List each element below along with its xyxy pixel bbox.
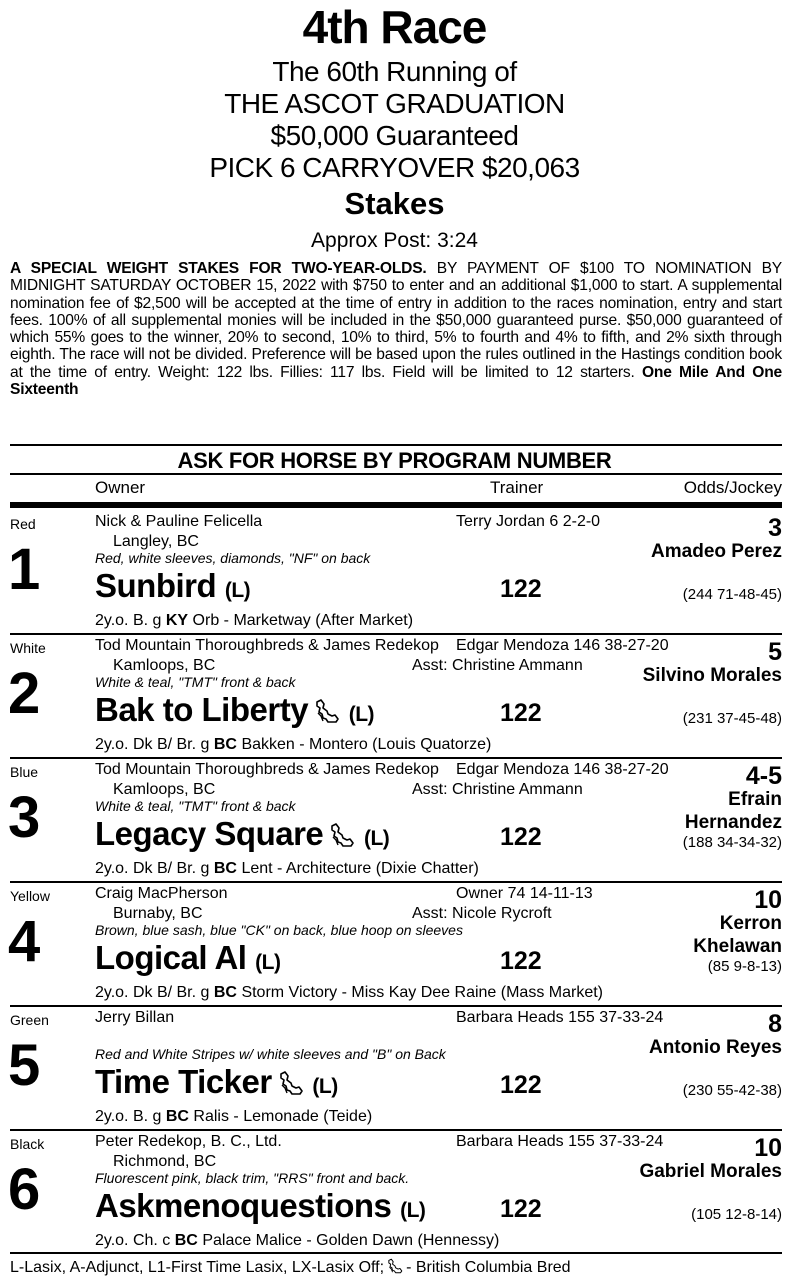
horse-name-line [95, 566, 250, 611]
silks-description: Red, white sleeves, diamonds, "NF" on back [95, 550, 371, 566]
race-running: The 60th Running of [272, 56, 517, 87]
weight: 122 [500, 699, 542, 727]
horse-name: Time Ticker [95, 1063, 272, 1100]
entry-divider [10, 881, 782, 883]
assistant-trainer: Asst: Nicole Rycroft [412, 905, 552, 922]
owner-location: Burnaby, BC [113, 905, 203, 922]
saddle-cloth-color: Yellow [10, 888, 50, 904]
saddle-cloth-color: White [10, 640, 46, 656]
bred-in: KY [165, 612, 189, 629]
jockey-record: (105 12-8-14) [691, 1206, 782, 1223]
assistant-trainer: Asst: Christine Ammann [412, 781, 583, 798]
entry-row [0, 1130, 789, 1254]
weight: 122 [500, 823, 542, 851]
horse-name-line [95, 1186, 425, 1231]
entry-row [0, 758, 789, 882]
saddle-cloth-color: Green [10, 1012, 49, 1028]
bc-bred-icon [329, 817, 355, 843]
horse-name-line [95, 690, 374, 735]
medication: (L) [224, 579, 251, 602]
entry-divider [10, 1129, 782, 1131]
post-time: Approx Post: 3:24 [311, 229, 478, 252]
breeding-line [95, 1107, 372, 1126]
owner-name: Tod Mountain Thoroughbreds & James Redekop [95, 637, 439, 654]
owner-name: Jerry Billan [95, 1009, 175, 1026]
trainer: Barbara Heads 155 37-33-24 [456, 1009, 664, 1026]
silks-description: Red and White Stripes w/ white sleeves and "B" on Back [95, 1046, 446, 1062]
saddle-cloth-color: Black [10, 1136, 45, 1152]
breeding-prefix: 2y.o. Dk B/ Br. g [95, 736, 210, 753]
header-rule [10, 502, 782, 508]
horse-name: Legacy Square [95, 815, 324, 852]
breeding-prefix: 2y.o. Dk B/ Br. g [95, 984, 210, 1001]
owner-location: Langley, BC [113, 533, 199, 550]
pedigree: Orb - Marketway (After Market) [192, 612, 414, 629]
jockey-record: (244 71-48-45) [682, 586, 782, 603]
entry-row [0, 510, 789, 634]
saddle-cloth-color: Red [10, 516, 36, 532]
conditions-body: BY PAYMENT OF $100 TO NOMINATION BY MIDNIGHT SATURDAY OCTOBER 15, 2022 with $750 to enter and an additional $1,000 to start. A supplemental nomination fee of $2,500 will be accepted at the time of entry in addition to the races nomination, entry and start fees. 100% of all supplemental monies will be included in the $50,000 guaranteed purse. $50,000 guaranteed of which 55% goes to the winner, 20% to second, 10% to third, 5% to fourth and 4% to fifth, and 2% sixth through eighth. The race will not be divided. Preference will be based upon the rules outlined in the Hastings condition book at the time of entry. Weight: 122 lbs. Fillies: 117 lbs. Field will be limited to 12 starters. [10, 260, 782, 381]
silks-description: Fluorescent pink, black trim, "RRS" front and back. [95, 1170, 410, 1186]
entry-row [0, 882, 789, 1006]
program-number: 6 [8, 1157, 41, 1222]
legend [10, 1258, 571, 1278]
trainer: Barbara Heads 155 37-33-24 [456, 1133, 664, 1150]
program-number: 1 [8, 537, 41, 602]
silks-description: White & teal, "TMT" front & back [95, 798, 296, 814]
saddle-cloth-color: Blue [10, 764, 39, 780]
race-number: 4th Race [302, 1, 487, 53]
jockey-record: (188 34-34-32) [682, 834, 782, 851]
medication: (L) [363, 827, 390, 850]
entry-divider [10, 757, 782, 759]
owner-location: Kamloops, BC [113, 657, 216, 674]
legend-bc-text: - British Columbia Bred [406, 1259, 571, 1276]
horse-name: Bak to Liberty [95, 691, 309, 728]
owner-location: Richmond, BC [113, 1153, 217, 1170]
column-owner: Owner [95, 478, 146, 497]
bred-in: BC [213, 984, 237, 1001]
medication: (L) [400, 1199, 426, 1222]
horse-name: Logical Al [95, 939, 247, 976]
pedigree: Lent - Architecture (Dixie Chatter) [241, 860, 479, 877]
silks-description: White & teal, "TMT" front & back [95, 674, 296, 690]
owner-name: Nick & Pauline Felicella [95, 513, 263, 530]
medication: (L) [348, 703, 375, 726]
morning-line-odds: 8 [768, 1010, 782, 1038]
conditions-distance: One Mile And One Sixteenth [10, 363, 782, 399]
ask-banner: ASK FOR HORSE BY PROGRAM NUMBER [177, 448, 612, 473]
breeding-line [95, 1231, 499, 1250]
trainer: Edgar Mendoza 146 38-27-20 [456, 637, 669, 654]
jockey-name: Amadeo Perez [651, 541, 782, 562]
weight: 122 [500, 947, 542, 975]
bc-province-icon [387, 1258, 403, 1274]
jockey-name: Antonio Reyes [648, 1037, 782, 1058]
divider [10, 1252, 782, 1254]
bred-in: BC [174, 1232, 198, 1249]
column-trainer: Trainer [490, 478, 544, 497]
owner-name: Peter Redekop, B. C., Ltd. [95, 1133, 282, 1150]
program-number: 5 [8, 1033, 41, 1098]
program-number: 4 [8, 909, 41, 974]
morning-line-odds: 3 [768, 514, 782, 542]
assistant-trainer: Asst: Christine Ammann [412, 657, 583, 674]
jockey-name: Kerron Khelawan [693, 913, 782, 957]
program-number: 3 [8, 785, 41, 850]
owner-name: Craig MacPherson [95, 885, 228, 902]
jockey-name: Gabriel Morales [639, 1161, 782, 1182]
divider [10, 444, 782, 446]
bred-in: BC [165, 1108, 189, 1125]
medication: (L) [312, 1075, 338, 1098]
horse-name: Sunbird [95, 567, 217, 604]
program-number: 2 [8, 661, 41, 726]
race-conditions [10, 260, 782, 398]
silks-description: Brown, blue sash, blue "CK" on back, blue hoop on sleeves [95, 922, 463, 938]
entry-row [0, 634, 789, 758]
jockey-name: Efrain Hernandez [684, 789, 782, 833]
race-name: THE ASCOT GRADUATION [224, 88, 565, 119]
trainer: Edgar Mendoza 146 38-27-20 [456, 761, 669, 778]
horse-name-line [95, 814, 389, 859]
breeding-line [95, 611, 413, 630]
weight: 122 [500, 575, 542, 603]
conditions-lead: A SPECIAL WEIGHT STAKES FOR TWO-YEAR-OLDS. [10, 260, 427, 277]
owner-name: Tod Mountain Thoroughbreds & James Redekop [95, 761, 439, 778]
morning-line-odds: 5 [768, 638, 782, 666]
entry-divider [10, 1005, 782, 1007]
bc-bred-icon [314, 693, 340, 719]
weight: 122 [500, 1195, 542, 1223]
morning-line-odds: 10 [754, 1134, 782, 1162]
medication: (L) [255, 951, 281, 974]
breeding-prefix: 2y.o. Ch. c [95, 1232, 171, 1249]
jockey-record: (230 55-42-38) [682, 1082, 782, 1099]
breeding-line [95, 735, 491, 754]
trainer: Terry Jordan 6 2-2-0 [456, 513, 601, 530]
legend-text: L-Lasix, A-Adjunct, L1-First Time Lasix, LX-Lasix Off; [10, 1259, 385, 1276]
weight: 122 [500, 1071, 542, 1099]
pedigree: Bakken - Montero (Louis Quatorze) [241, 736, 492, 753]
pedigree: Palace Malice - Golden Dawn (Hennessy) [202, 1232, 500, 1249]
divider [10, 473, 782, 475]
entry-row [0, 1006, 789, 1130]
breeding-line [95, 983, 603, 1002]
entry-divider [10, 633, 782, 635]
pedigree: Ralis - Lemonade (Teide) [193, 1108, 373, 1125]
race-type: Stakes [344, 186, 445, 221]
bc-bred-icon [278, 1065, 304, 1091]
column-odds-jockey: Odds/Jockey [683, 478, 782, 497]
jockey-record: (85 9-8-13) [707, 958, 782, 975]
bred-in: BC [213, 860, 237, 877]
horse-name: Askmenoquestions [95, 1187, 392, 1224]
race-purse: $50,000 Guaranteed [270, 120, 519, 151]
breeding-line [95, 859, 479, 878]
pedigree: Storm Victory - Miss Kay Dee Raine (Mass Market) [241, 984, 603, 1001]
horse-name-line [95, 1062, 338, 1107]
owner-location: Kamloops, BC [113, 781, 216, 798]
breeding-prefix: 2y.o. Dk B/ Br. g [95, 860, 210, 877]
breeding-prefix: 2y.o. B. g [95, 1108, 162, 1125]
jockey-record: (231 37-45-48) [682, 710, 782, 727]
morning-line-odds: 10 [754, 886, 782, 914]
trainer: Owner 74 14-11-13 [456, 885, 593, 902]
breeding-prefix: 2y.o. B. g [95, 612, 162, 629]
morning-line-odds: 4-5 [745, 762, 782, 790]
horse-name-line [95, 938, 280, 983]
jockey-name: Silvino Morales [642, 665, 782, 686]
bred-in: BC [213, 736, 237, 753]
pick6-carryover: PICK 6 CARRYOVER $20,063 [209, 152, 580, 183]
